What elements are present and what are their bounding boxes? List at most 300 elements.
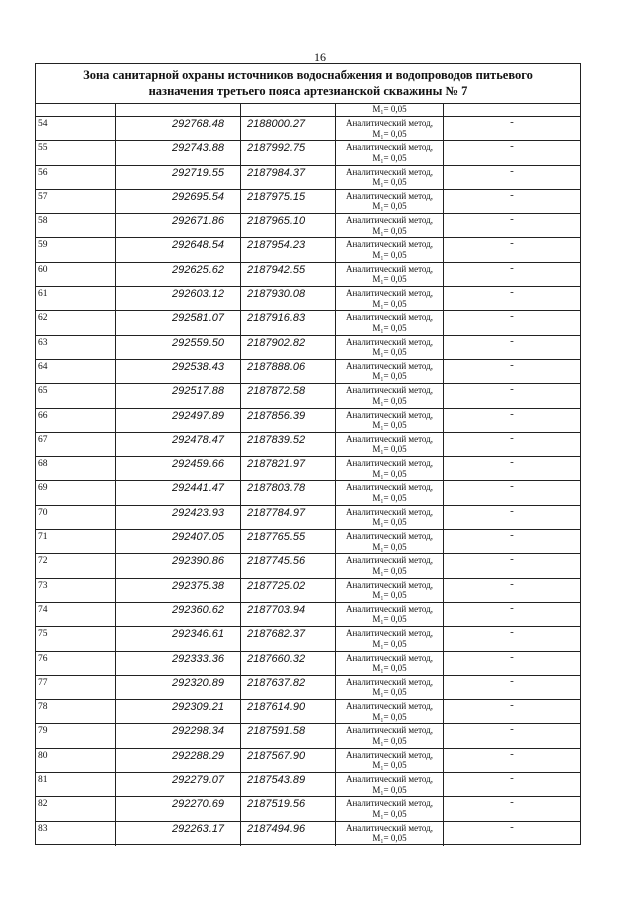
method-line-1: Аналитический метод,: [345, 142, 434, 153]
method-cell: [336, 530, 444, 553]
point-number-cell: 64: [36, 360, 116, 383]
x-coordinate-cell-value: 292768.48: [172, 118, 224, 130]
x-coordinate-cell-value: 292375.38: [172, 579, 224, 592]
x-coordinate-cell: [116, 238, 241, 261]
note-cell: -: [510, 723, 514, 736]
method-line-1: Аналитический метод,: [345, 263, 434, 274]
y-coordinate-cell-value: 2187703.94: [247, 603, 306, 616]
x-coordinate-cell: [116, 336, 241, 359]
note-cell: -: [510, 310, 514, 323]
note-cell: -: [510, 286, 514, 299]
y-coordinate-cell: [241, 579, 336, 602]
table-title: [36, 64, 580, 104]
y-coordinate-cell-value: 2187888.06: [247, 360, 306, 373]
method-line-2: M₁= 0,05: [372, 322, 407, 333]
note-cell: -: [510, 553, 514, 566]
method-cell: [336, 822, 444, 846]
table-title-line-1: Зона санитарной охраны источников водоснабжения и водопроводов питьевого: [83, 68, 533, 82]
point-number-cell: 62: [36, 311, 116, 334]
method-line-1: Аналитический метод,: [345, 579, 434, 590]
table-row: [36, 724, 580, 748]
point-number-cell: 58: [36, 214, 116, 237]
method-line-2: M₁= 0,05: [372, 152, 407, 163]
carry-over-method-cell: [336, 104, 444, 116]
x-coordinate-cell-value: 292263.17: [172, 822, 224, 835]
y-coordinate-cell: [241, 724, 336, 747]
x-coordinate-cell: [116, 166, 241, 189]
method-line-1: Аналитический метод,: [345, 603, 434, 614]
method-line-1: Аналитический метод,: [345, 458, 434, 469]
point-number-cell: 65: [36, 384, 116, 407]
y-coordinate-cell-value: 2187930.08: [247, 288, 306, 301]
x-coordinate-cell: [116, 554, 241, 577]
point-number-cell: 83: [36, 822, 116, 846]
x-coordinate-cell: [116, 724, 241, 747]
table-row: [36, 311, 580, 335]
y-coordinate-cell: [241, 603, 336, 626]
x-coordinate-cell-value: 292603.12: [172, 288, 224, 301]
method-line-2: M₁= 0,05: [372, 687, 407, 698]
method-line-1: Аналитический метод,: [345, 215, 434, 226]
table-row: [36, 506, 580, 530]
method-cell: [336, 166, 444, 189]
method-cell: [336, 773, 444, 796]
point-number-cell: 71: [36, 530, 116, 553]
y-coordinate-cell-value: 2188000.27: [247, 118, 306, 130]
x-coordinate-cell: [116, 797, 241, 820]
table-row: [36, 433, 580, 457]
y-coordinate-cell: [241, 676, 336, 699]
y-coordinate-cell: [241, 409, 336, 432]
y-coordinate-cell: [241, 311, 336, 334]
y-coordinate-cell: [241, 384, 336, 407]
method-line-2: M₁= 0,05: [372, 711, 407, 722]
x-coordinate-cell: [116, 749, 241, 772]
x-coordinate-cell-value: 292581.07: [172, 312, 224, 325]
note-cell: -: [510, 188, 514, 201]
table-body: [36, 117, 580, 846]
table-row: [36, 287, 580, 311]
page-number: 16: [314, 50, 326, 64]
table-row: [36, 797, 580, 821]
x-coordinate-cell: [116, 530, 241, 553]
x-coordinate-cell-value: 292360.62: [172, 603, 224, 616]
carry-over-x-cell: [116, 104, 241, 116]
x-coordinate-cell-value: 292270.69: [172, 798, 224, 811]
y-coordinate-cell-value: 2187821.97: [247, 458, 306, 471]
point-number-cell: 57: [36, 190, 116, 213]
method-line-1: Аналитический метод,: [345, 385, 434, 396]
method-line-1: Аналитический метод,: [345, 749, 434, 760]
note-cell: -: [510, 237, 514, 250]
note-cell: -: [510, 504, 514, 517]
method-line-2: M₁= 0,05: [372, 444, 407, 455]
x-coordinate-cell: [116, 263, 241, 286]
point-number-cell: 69: [36, 481, 116, 504]
x-coordinate-cell: [116, 409, 241, 432]
method-line-2: M₁= 0,05: [372, 735, 407, 746]
note-cell: -: [510, 796, 514, 809]
method-line-2: M₁= 0,05: [372, 808, 407, 819]
method-line-2: M₁= 0,05: [372, 492, 407, 503]
point-number-cell: 77: [36, 676, 116, 699]
x-coordinate-cell: [116, 214, 241, 237]
y-coordinate-cell-value: 2187954.23: [247, 239, 306, 252]
x-coordinate-cell-value: 292423.93: [172, 506, 224, 519]
y-coordinate-cell: [241, 506, 336, 529]
x-coordinate-cell-value: 292671.86: [172, 215, 224, 228]
note-cell: -: [510, 383, 514, 396]
method-line-1: Аналитический метод,: [345, 701, 434, 712]
y-coordinate-cell: [241, 627, 336, 650]
y-coordinate-cell-value: 2187975.15: [247, 190, 306, 203]
method-cell: [336, 238, 444, 261]
method-line-2: M₁= 0,05: [372, 638, 407, 649]
y-coordinate-cell-value: 2187543.89: [247, 774, 306, 787]
x-coordinate-cell: [116, 676, 241, 699]
x-coordinate-cell: [116, 117, 241, 140]
y-coordinate-cell: [241, 141, 336, 164]
y-coordinate-cell: [241, 700, 336, 723]
method-line-1: Аналитический метод,: [345, 312, 434, 323]
table-row: [36, 822, 580, 846]
y-coordinate-cell: [241, 457, 336, 480]
note-cell: -: [510, 577, 514, 590]
y-coordinate-cell: [241, 773, 336, 796]
method-line-2: M₁= 0,05: [372, 784, 407, 795]
method-line-1: Аналитический метод,: [345, 725, 434, 736]
note-cell: -: [510, 456, 514, 469]
point-number-cell: 68: [36, 457, 116, 480]
method-cell: [336, 360, 444, 383]
method-line-1: Аналитический метод,: [345, 288, 434, 299]
note-cell: -: [510, 116, 514, 128]
method-line-2: M₁= 0,05: [372, 249, 407, 260]
point-number-cell: 55: [36, 141, 116, 164]
y-coordinate-cell: [241, 530, 336, 553]
x-coordinate-cell: [116, 773, 241, 796]
table-row: [36, 336, 580, 360]
method-line-2: M₁= 0,05: [372, 177, 407, 188]
method-line-1: Аналитический метод,: [345, 676, 434, 687]
point-number-cell: 82: [36, 797, 116, 820]
y-coordinate-cell: [241, 287, 336, 310]
y-coordinate-cell-value: 2187803.78: [247, 482, 306, 495]
method-line-1: Аналитический метод,: [345, 628, 434, 639]
point-number-cell: 70: [36, 506, 116, 529]
carry-over-method-line: M₁= 0,05: [372, 104, 407, 114]
method-line-1: Аналитический метод,: [345, 118, 434, 128]
method-cell: [336, 627, 444, 650]
method-line-1: Аналитический метод,: [345, 409, 434, 420]
x-coordinate-cell-value: 292309.21: [172, 701, 224, 714]
x-coordinate-cell-value: 292279.07: [172, 774, 224, 787]
x-coordinate-cell: [116, 457, 241, 480]
x-coordinate-cell: [116, 433, 241, 456]
table-row: [36, 384, 580, 408]
x-coordinate-cell-value: 292648.54: [172, 239, 224, 252]
table-row: [36, 263, 580, 287]
y-coordinate-cell: [241, 360, 336, 383]
x-coordinate-cell: [116, 506, 241, 529]
note-cell: -: [510, 358, 514, 371]
note-cell: -: [510, 650, 514, 663]
method-line-1: Аналитический метод,: [345, 433, 434, 444]
method-cell: [336, 141, 444, 164]
method-line-2: M₁= 0,05: [372, 128, 407, 139]
note-cell: -: [510, 772, 514, 785]
y-coordinate-cell: [241, 749, 336, 772]
y-coordinate-cell-value: 2187637.82: [247, 676, 306, 689]
method-cell: [336, 287, 444, 310]
point-number-cell: 63: [36, 336, 116, 359]
method-line-1: Аналитический метод,: [345, 190, 434, 201]
method-line-1: Аналитический метод,: [345, 166, 434, 177]
point-number-cell: 80: [36, 749, 116, 772]
y-coordinate-cell-value: 2187494.96: [247, 822, 306, 835]
note-cell: -: [510, 213, 514, 226]
point-number-cell: 59: [36, 238, 116, 261]
table-row: [36, 773, 580, 797]
x-coordinate-cell-value: 292288.29: [172, 749, 224, 762]
carry-over-y-cell: [241, 104, 336, 116]
method-cell: [336, 676, 444, 699]
y-coordinate-cell: [241, 433, 336, 456]
method-line-2: M₁= 0,05: [372, 298, 407, 309]
y-coordinate-cell-value: 2187745.56: [247, 555, 306, 568]
point-number-cell: 81: [36, 773, 116, 796]
method-line-2: M₁= 0,05: [372, 590, 407, 601]
method-line-1: Аналитический метод,: [345, 774, 434, 785]
method-line-2: M₁= 0,05: [372, 565, 407, 576]
note-cell: -: [510, 699, 514, 712]
note-cell: -: [510, 480, 514, 493]
y-coordinate-cell-value: 2187902.82: [247, 336, 306, 349]
x-coordinate-cell-value: 292497.89: [172, 409, 224, 422]
method-line-2: M₁= 0,05: [372, 395, 407, 406]
y-coordinate-cell: [241, 263, 336, 286]
x-coordinate-cell: [116, 384, 241, 407]
method-line-2: M₁= 0,05: [372, 541, 407, 552]
method-line-1: Аналитический метод,: [345, 822, 434, 833]
y-coordinate-cell: [241, 554, 336, 577]
method-line-2: M₁= 0,05: [372, 760, 407, 771]
point-number-cell: 79: [36, 724, 116, 747]
point-number-cell: 75: [36, 627, 116, 650]
point-number-cell: 67: [36, 433, 116, 456]
method-line-2: M₁= 0,05: [372, 468, 407, 479]
y-coordinate-cell-value: 2187614.90: [247, 701, 306, 714]
method-line-2: M₁= 0,05: [372, 614, 407, 625]
x-coordinate-cell-value: 292333.36: [172, 652, 224, 665]
x-coordinate-cell-value: 292407.05: [172, 531, 224, 544]
table-row: [36, 481, 580, 505]
method-line-1: Аналитический метод,: [345, 336, 434, 347]
table-row: [36, 457, 580, 481]
table-row: [36, 676, 580, 700]
x-coordinate-cell-value: 292320.89: [172, 676, 224, 689]
y-coordinate-cell-value: 2187567.90: [247, 749, 306, 762]
method-cell: [336, 481, 444, 504]
method-cell: [336, 554, 444, 577]
method-line-1: Аналитический метод,: [345, 555, 434, 566]
method-line-2: M₁= 0,05: [372, 347, 407, 358]
x-coordinate-cell: [116, 481, 241, 504]
x-coordinate-cell-value: 292441.47: [172, 482, 224, 495]
method-line-2: M₁= 0,05: [372, 517, 407, 528]
x-coordinate-cell-value: 292478.47: [172, 433, 224, 446]
method-line-1: Аналитический метод,: [345, 652, 434, 663]
y-coordinate-cell-value: 2187965.10: [247, 215, 306, 228]
note-cell: -: [510, 431, 514, 444]
method-cell: [336, 117, 444, 140]
point-number-cell: 73: [36, 579, 116, 602]
y-coordinate-cell: [241, 117, 336, 140]
point-number-cell: 56: [36, 166, 116, 189]
point-number-cell: 78: [36, 700, 116, 723]
method-cell: [336, 190, 444, 213]
method-line-1: Аналитический метод,: [345, 506, 434, 517]
point-number-cell: 72: [36, 554, 116, 577]
method-line-1: Аналитический метод,: [345, 531, 434, 542]
y-coordinate-cell-value: 2187591.58: [247, 725, 306, 738]
table-row: [36, 579, 580, 603]
coordinates-table: [35, 63, 581, 845]
table-row: [36, 409, 580, 433]
method-cell: [336, 409, 444, 432]
note-cell: -: [510, 626, 514, 639]
note-cell: -: [510, 529, 514, 542]
method-line-1: Аналитический метод,: [345, 482, 434, 493]
method-cell: [336, 384, 444, 407]
y-coordinate-cell: [241, 238, 336, 261]
y-coordinate-cell-value: 2187765.55: [247, 531, 306, 544]
table-row: [36, 166, 580, 190]
method-line-2: M₁= 0,05: [372, 201, 407, 212]
x-coordinate-cell: [116, 652, 241, 675]
note-cell: -: [510, 140, 514, 153]
method-cell: [336, 749, 444, 772]
x-coordinate-cell: [116, 190, 241, 213]
y-coordinate-cell-value: 2187682.37: [247, 628, 306, 641]
table-row: [36, 117, 580, 141]
y-coordinate-cell: [241, 336, 336, 359]
x-coordinate-cell-value: 292538.43: [172, 360, 224, 373]
method-line-2: M₁= 0,05: [372, 225, 407, 236]
note-cell: -: [510, 164, 514, 177]
table-title-line-2: назначения третьего пояса артезианской скважины № 7: [148, 84, 468, 98]
method-line-1: Аналитический метод,: [345, 360, 434, 371]
y-coordinate-cell: [241, 797, 336, 820]
y-coordinate-cell-value: 2187839.52: [247, 433, 306, 446]
point-number-cell: 66: [36, 409, 116, 432]
method-cell: [336, 457, 444, 480]
x-coordinate-cell-value: 292719.55: [172, 166, 224, 179]
note-cell: -: [510, 407, 514, 420]
note-cell: -: [510, 334, 514, 347]
x-coordinate-cell-value: 292390.86: [172, 555, 224, 568]
point-number-cell: 61: [36, 287, 116, 310]
table-row: [36, 652, 580, 676]
method-line-2: M₁= 0,05: [372, 371, 407, 382]
x-coordinate-cell-value: 292298.34: [172, 725, 224, 738]
x-coordinate-cell: [116, 579, 241, 602]
method-cell: [336, 603, 444, 626]
note-cell: -: [510, 261, 514, 274]
point-number-cell: 76: [36, 652, 116, 675]
y-coordinate-cell-value: 2187784.97: [247, 506, 306, 519]
method-line-1: Аналитический метод,: [345, 798, 434, 809]
x-coordinate-cell-value: 292743.88: [172, 142, 224, 155]
table-row: [36, 627, 580, 651]
y-coordinate-cell-value: 2187519.56: [247, 798, 306, 811]
table-row: [36, 700, 580, 724]
y-coordinate-cell: [241, 214, 336, 237]
note-cell: -: [510, 820, 514, 833]
x-coordinate-cell: [116, 627, 241, 650]
y-coordinate-cell: [241, 166, 336, 189]
point-number-cell: 74: [36, 603, 116, 626]
y-coordinate-cell-value: 2187872.58: [247, 385, 306, 398]
table-row: [36, 214, 580, 238]
method-cell: [336, 336, 444, 359]
table-row: [36, 749, 580, 773]
method-cell: [336, 263, 444, 286]
y-coordinate-cell-value: 2187992.75: [247, 142, 306, 155]
x-coordinate-cell-value: 292517.88: [172, 385, 224, 398]
y-coordinate-cell: [241, 481, 336, 504]
carry-over-num-cell: [36, 104, 116, 116]
point-number-cell: 60: [36, 263, 116, 286]
method-cell: [336, 700, 444, 723]
x-coordinate-cell-value: 292346.61: [172, 628, 224, 641]
y-coordinate-cell: [241, 822, 336, 846]
point-number-cell: 54: [36, 117, 116, 140]
table-row: [36, 238, 580, 262]
y-coordinate-cell: [241, 652, 336, 675]
table-row: [36, 554, 580, 578]
method-cell: [336, 311, 444, 334]
x-coordinate-cell-value: 292625.62: [172, 263, 224, 276]
table-row: [36, 190, 580, 214]
y-coordinate-cell-value: 2187984.37: [247, 166, 306, 179]
note-cell: -: [510, 674, 514, 687]
method-line-2: M₁= 0,05: [372, 420, 407, 431]
x-coordinate-cell: [116, 311, 241, 334]
method-cell: [336, 506, 444, 529]
y-coordinate-cell-value: 2187916.83: [247, 312, 306, 325]
x-coordinate-cell: [116, 603, 241, 626]
table-row: [36, 603, 580, 627]
x-coordinate-cell: [116, 360, 241, 383]
method-cell: [336, 579, 444, 602]
method-cell: [336, 724, 444, 747]
method-cell: [336, 652, 444, 675]
x-coordinate-cell: [116, 700, 241, 723]
y-coordinate-cell-value: 2187660.32: [247, 652, 306, 665]
carry-over-row: [36, 104, 580, 117]
y-coordinate-cell-value: 2187942.55: [247, 263, 306, 276]
carry-over-note-cell: [444, 104, 580, 116]
x-coordinate-cell: [116, 141, 241, 164]
method-line-2: M₁= 0,05: [372, 274, 407, 285]
method-cell: [336, 797, 444, 820]
y-coordinate-cell-value: 2187725.02: [247, 579, 306, 592]
x-coordinate-cell: [116, 822, 241, 846]
x-coordinate-cell-value: 292459.66: [172, 458, 224, 471]
y-coordinate-cell: [241, 190, 336, 213]
note-cell: -: [510, 601, 514, 614]
